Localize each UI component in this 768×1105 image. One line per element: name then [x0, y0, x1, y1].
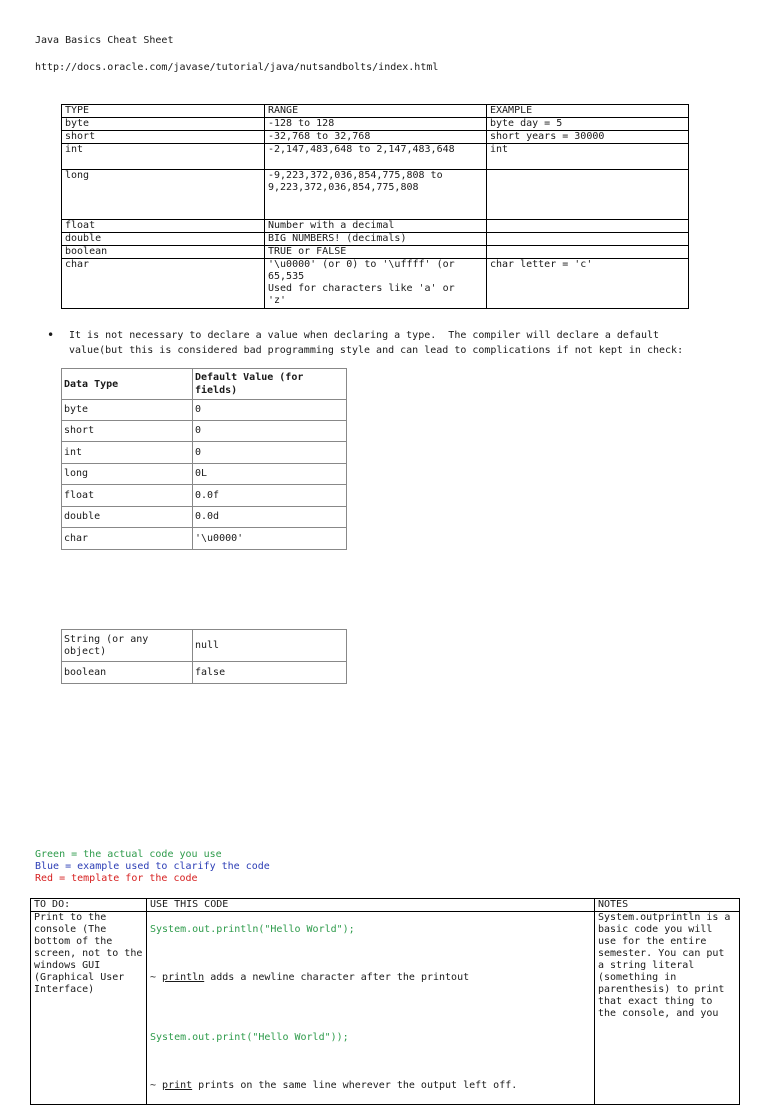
- table-cell: -2,147,483,648 to 2,147,483,648: [265, 144, 487, 170]
- code-println: System.out.println("Hello World");: [150, 924, 355, 935]
- table-row: [62, 144, 689, 170]
- table-cell: short years = 30000: [487, 131, 689, 144]
- table-header-cell: RANGE: [265, 105, 487, 118]
- types-table: [61, 104, 689, 309]
- table-cell: 0.0f: [193, 485, 347, 507]
- table-row: [62, 118, 689, 131]
- table-header-row: [62, 369, 347, 400]
- table-cell: 0: [193, 400, 347, 421]
- table-cell: -128 to 128: [265, 118, 487, 131]
- table-cell: long: [62, 464, 193, 485]
- code-description: prints on the same line wherever the output left off.: [192, 1080, 518, 1091]
- table-row: [62, 485, 347, 507]
- table-row: [62, 131, 689, 144]
- table-cell: [487, 246, 689, 259]
- table-header-row: [62, 105, 689, 118]
- table-row: [62, 170, 689, 220]
- defaults-table: [61, 368, 347, 550]
- table-cell: short: [62, 131, 265, 144]
- note-line: It is not necessary to declare a value when declaring a type. The compiler will declare a default: [69, 330, 660, 341]
- table-cell: byte: [62, 118, 265, 131]
- table-cell: BIG NUMBERS! (decimals): [265, 233, 487, 246]
- table-header-cell: EXAMPLE: [487, 105, 689, 118]
- object-defaults-table: [61, 629, 347, 684]
- keyword-print: print: [162, 1080, 193, 1091]
- legend-blue: Blue = example used to clarify the code: [35, 861, 270, 872]
- table-cell: String (or any object): [62, 630, 193, 662]
- table-cell: -9,223,372,036,854,775,808 to 9,223,372,036,854,775,808: [265, 170, 487, 220]
- table-cell: int: [487, 144, 689, 170]
- table-cell: 0: [193, 442, 347, 464]
- table-cell: boolean: [62, 662, 193, 684]
- reference-url[interactable]: http://docs.oracle.com/javase/tutorial/java/nutsandbolts/index.html: [35, 62, 439, 73]
- note-line: value(but this is considered bad programming style and can lead to complications if not kept in check:: [69, 345, 684, 356]
- table-row: [62, 233, 689, 246]
- code-note: [150, 972, 591, 984]
- table-cell: double: [62, 233, 265, 246]
- table-cell: null: [193, 630, 347, 662]
- table-cell: char: [62, 528, 193, 550]
- table-cell: -32,768 to 32,768: [265, 131, 487, 144]
- bullet-icon: •: [47, 328, 55, 342]
- tilde: ~: [150, 972, 163, 983]
- code-note: [150, 1080, 591, 1092]
- table-row: [62, 507, 347, 528]
- table-row: [62, 630, 347, 662]
- table-cell: byte day = 5: [487, 118, 689, 131]
- table-cell: float: [62, 220, 265, 233]
- table-cell: [487, 170, 689, 220]
- legend-green: Green = the actual code you use: [35, 849, 222, 860]
- page-title: Java Basics Cheat Sheet: [35, 35, 174, 46]
- table-row: [62, 662, 347, 684]
- table-row: [31, 912, 740, 1105]
- table-header-cell: TO DO:: [31, 899, 147, 912]
- table-cell: '\u0000': [193, 528, 347, 550]
- code-cell: [147, 912, 595, 1105]
- table-header-cell: USE THIS CODE: [147, 899, 595, 912]
- table-cell: 0.0d: [193, 507, 347, 528]
- table-cell: float: [62, 485, 193, 507]
- table-cell: char letter = 'c': [487, 259, 689, 309]
- table-row: [62, 220, 689, 233]
- table-cell: byte: [62, 400, 193, 421]
- table-row: [62, 442, 347, 464]
- table-cell: boolean: [62, 246, 265, 259]
- table-cell: char: [62, 259, 265, 309]
- table-cell: [487, 233, 689, 246]
- table-cell: false: [193, 662, 347, 684]
- code-table: [30, 898, 740, 1105]
- table-cell: Number with a decimal: [265, 220, 487, 233]
- table-cell: 0: [193, 421, 347, 442]
- table-row: [62, 400, 347, 421]
- table-header-row: [31, 899, 740, 912]
- table-row: [62, 246, 689, 259]
- table-row: [62, 259, 689, 309]
- todo-cell: Print to the console (The bottom of the screen, not to the windows GUI (Graphical User Interface): [31, 912, 147, 1105]
- table-header-cell: Data Type: [62, 369, 193, 400]
- table-cell: int: [62, 442, 193, 464]
- notes-cell: System.outprintln is a basic code you will use for the entire semester. You can put a string literal (something in parenthesis) to print that exact thing to the console, and you: [595, 912, 740, 1105]
- table-header-cell: NOTES: [595, 899, 740, 912]
- table-cell: short: [62, 421, 193, 442]
- code-description: adds a newline character after the printout: [204, 972, 470, 983]
- table-header-cell: Default Value (for fields): [193, 369, 347, 400]
- code-print: System.out.print("Hello World"));: [150, 1032, 349, 1043]
- table-cell: int: [62, 144, 265, 170]
- table-cell: [487, 220, 689, 233]
- table-header-cell: TYPE: [62, 105, 265, 118]
- table-cell: long: [62, 170, 265, 220]
- tilde: ~: [150, 1080, 163, 1091]
- table-cell: '\u0000' (or 0) to '\uffff' (or 65,535 Used for characters like 'a' or 'z': [265, 259, 487, 309]
- table-cell: 0L: [193, 464, 347, 485]
- legend-red: Red = template for the code: [35, 873, 198, 884]
- table-row: [62, 528, 347, 550]
- keyword-println: println: [162, 972, 205, 983]
- table-cell: double: [62, 507, 193, 528]
- table-row: [62, 464, 347, 485]
- table-cell: TRUE or FALSE: [265, 246, 487, 259]
- table-row: [62, 421, 347, 442]
